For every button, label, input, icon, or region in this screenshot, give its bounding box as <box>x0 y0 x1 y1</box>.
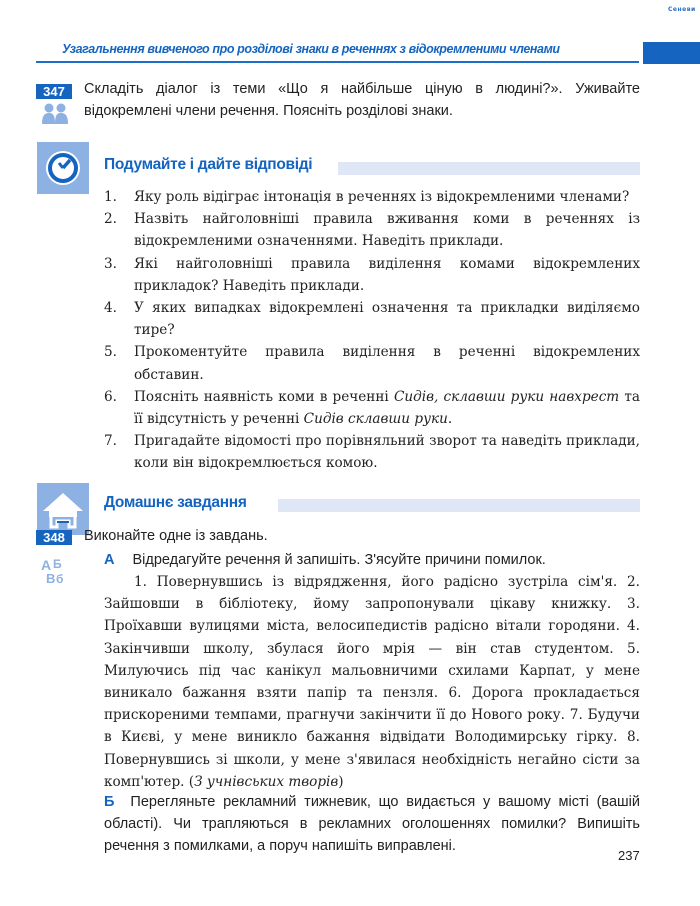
section-title-think: Подумайте і дайте відповіді <box>104 156 313 173</box>
svg-text:В: В <box>46 571 56 584</box>
source-attribution: З учнівських творів <box>194 773 339 790</box>
pair-work-icon <box>42 102 68 124</box>
svg-text:Б: Б <box>53 557 62 571</box>
clock-icon <box>37 142 89 194</box>
chapter-header-title: Узагальнення вивченого про розділові знаки в реченнях з відокремленими членами <box>62 42 560 56</box>
task-b: Б Перегляньте рекламний тижневик, що видається у вашому місті (вашій області). Чи трапляються в рекламних оголошеннях помилки? Випишіть речення з помилками, а поруч напишіть виправлені. <box>104 794 640 854</box>
question-item: 5. Прокоментуйте правила виділення в реченні відокремлених обставин. <box>104 344 640 383</box>
exercise-number-badge: 348 <box>36 530 72 545</box>
section-decor-bar <box>338 162 640 175</box>
header-rule <box>36 61 639 63</box>
question-item: 7. Пригадайте відомості про порівняльний зворот та наведіть приклади, коли він відокремлюється комою. <box>104 433 640 472</box>
question-item: 3. Які найголовніші правила виділення комами відокремлених прикладок? Наведіть приклади. <box>104 255 640 294</box>
question-item: 4. У яких випадках відокремлені означення та прикладки виділяємо тире? <box>104 300 640 339</box>
svg-text:б: б <box>56 572 64 584</box>
house-icon <box>37 483 89 535</box>
task-a-instruction: А Відредагуйте речення й запишіть. З'ясуйте причини помилок. <box>104 552 546 568</box>
question-list <box>104 186 640 475</box>
page-number: 237 <box>618 848 640 863</box>
question-item: 1. Яку роль відіграє інтонація в реченнях із відокремленими членами? <box>104 189 630 205</box>
svg-text:А: А <box>41 557 52 573</box>
task-a-sentences: 1. Повернувшись із відрядження, його радісно зустріла сім'я. 2. Зайшовши в бібліотеку, йому запропонували цікаву книжку. 3. Проїхавши вулицями міста, велосипедистів радісно вітали городяни. 4. Закінчивши школу, збулася його мрія — він став студентом. 5. Милуючись під час канікул мальовничими схилами Карпат, у мене виникало бажання взяти папір та пензля. 6. Дорога прокладається прискореними темпами, прагнучи закінчити її до Нового року. 7. Будучи в Києві, у мене виникло бажання відвідати Володимирську гірку. 8. Повернувшись зі школи, у мене з'явилася необхідність негайно сісти за комп'ютер. (З учнівських творів) <box>104 574 640 790</box>
task-letter-a: А <box>104 552 115 568</box>
exercise-number-badge: 347 <box>36 84 72 99</box>
exercise-348-intro: Виконайте одне із завдань. <box>84 528 268 544</box>
example-sentence: Сидів склавши руки <box>303 411 448 428</box>
task-letter-b: Б <box>104 794 115 810</box>
letters-icon <box>40 556 68 584</box>
example-sentence: Сидів, склавши руки навхрест <box>393 388 620 405</box>
section-title-homework: Домашнє завдання <box>104 494 247 511</box>
publisher-logo: Сеневи <box>668 6 696 13</box>
question-item: 6. Поясніть наявність коми в реченні Сидів, склавши руки навхрест та її відсутність у реченні Сидів склавши руки. <box>104 388 640 428</box>
section-decor-bar <box>278 499 640 512</box>
exercise-347-text: Складіть діалог із теми «Що я найбільше ціную в людині?». Уживайте відокремлені члени речення. Поясніть розділові знаки. <box>84 81 640 119</box>
header-accent-block <box>643 42 700 64</box>
question-item: 2. Назвіть найголовніші правила вживання коми в реченнях із відокремленими означеннями. Наведіть приклади. <box>104 211 640 250</box>
